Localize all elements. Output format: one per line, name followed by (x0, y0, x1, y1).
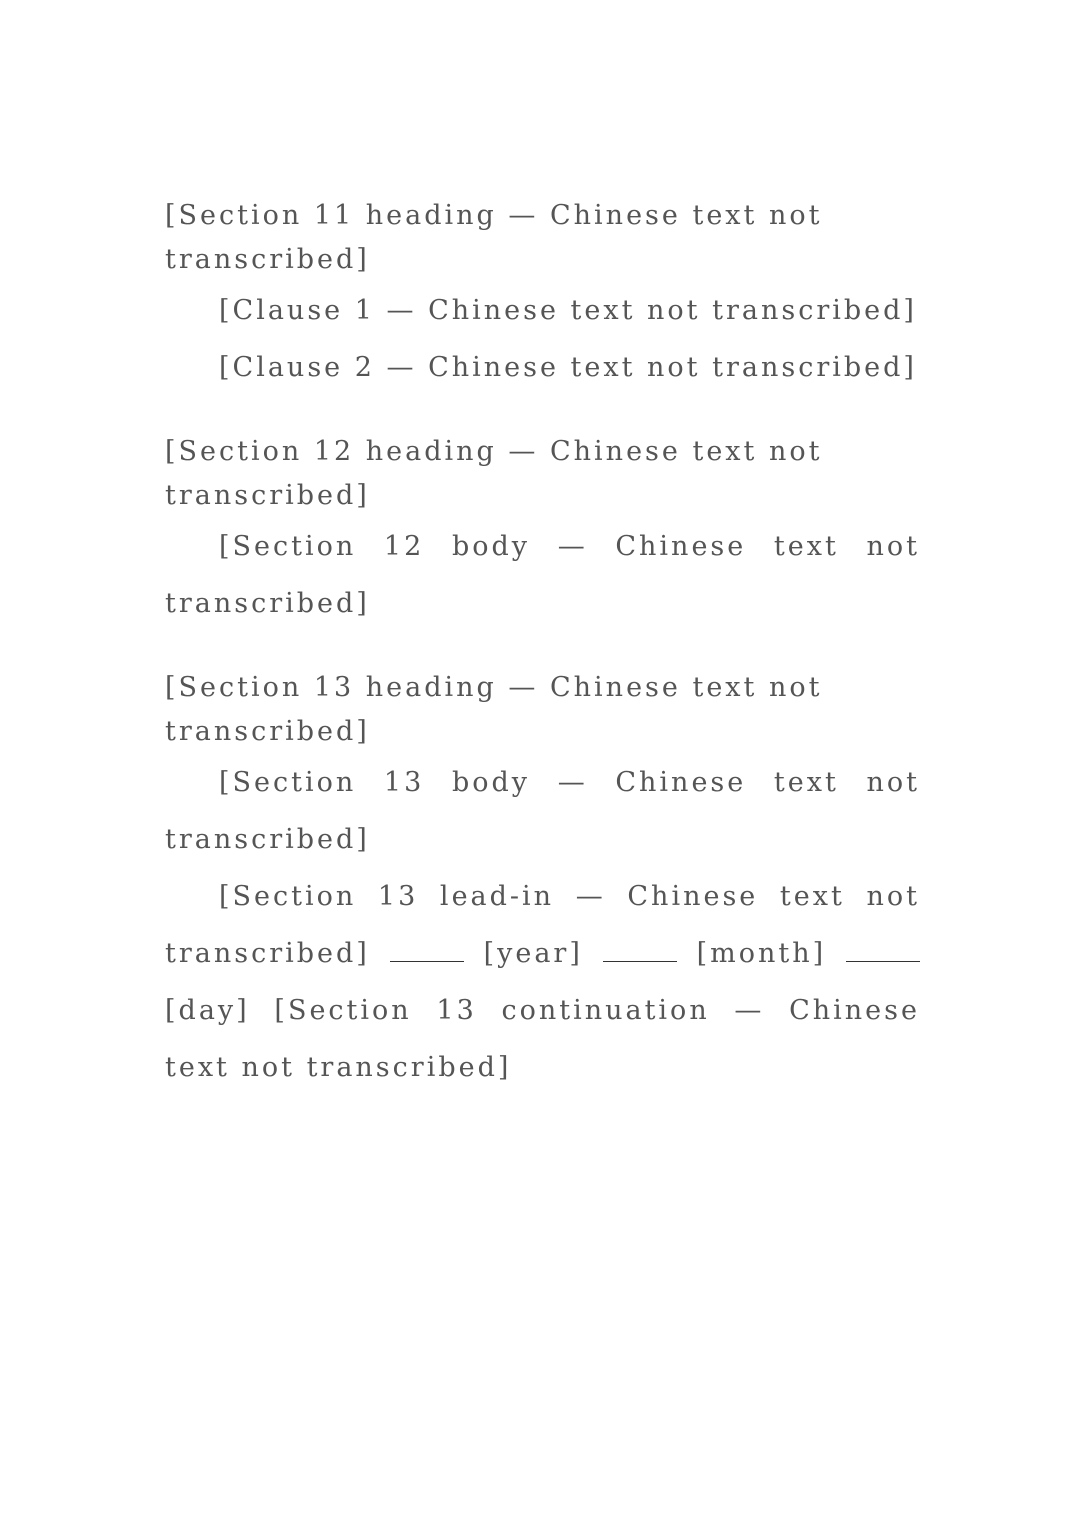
section-12-title: [Section 12 heading — Chinese text not transcribed] (165, 436, 835, 511)
section-11-clause-1: [Clause 1 — Chinese text not transcribed] (219, 295, 917, 326)
month-label: [month] (696, 938, 827, 969)
day-label: [day] (165, 995, 250, 1026)
year-label: [year] (483, 938, 583, 969)
section-12 (165, 430, 920, 632)
day-blank (846, 933, 920, 962)
document-page (165, 194, 920, 1444)
section-13-body: [Section 13 body — Chinese text not transcribed] (165, 767, 920, 855)
section-13 (165, 666, 920, 1096)
section-13-date-tail: [Section 13 continuation — Chinese text not transcribed] (165, 995, 920, 1083)
section-11-clause-2: [Clause 2 — Chinese text not transcribed] (219, 352, 917, 383)
section-13-title: [Section 13 heading — Chinese text not transcribed] (165, 672, 835, 747)
year-blank (390, 933, 464, 962)
section-13-date-lead: [Section 13 lead-in — Chinese text not transcribed] (165, 881, 920, 969)
section-11 (165, 194, 920, 396)
section-11-title: [Section 11 heading — Chinese text not transcribed] (165, 200, 835, 275)
section-13-date-line (165, 868, 920, 1096)
month-blank (603, 933, 677, 962)
section-12-body: [Section 12 body — Chinese text not transcribed] (165, 531, 920, 619)
